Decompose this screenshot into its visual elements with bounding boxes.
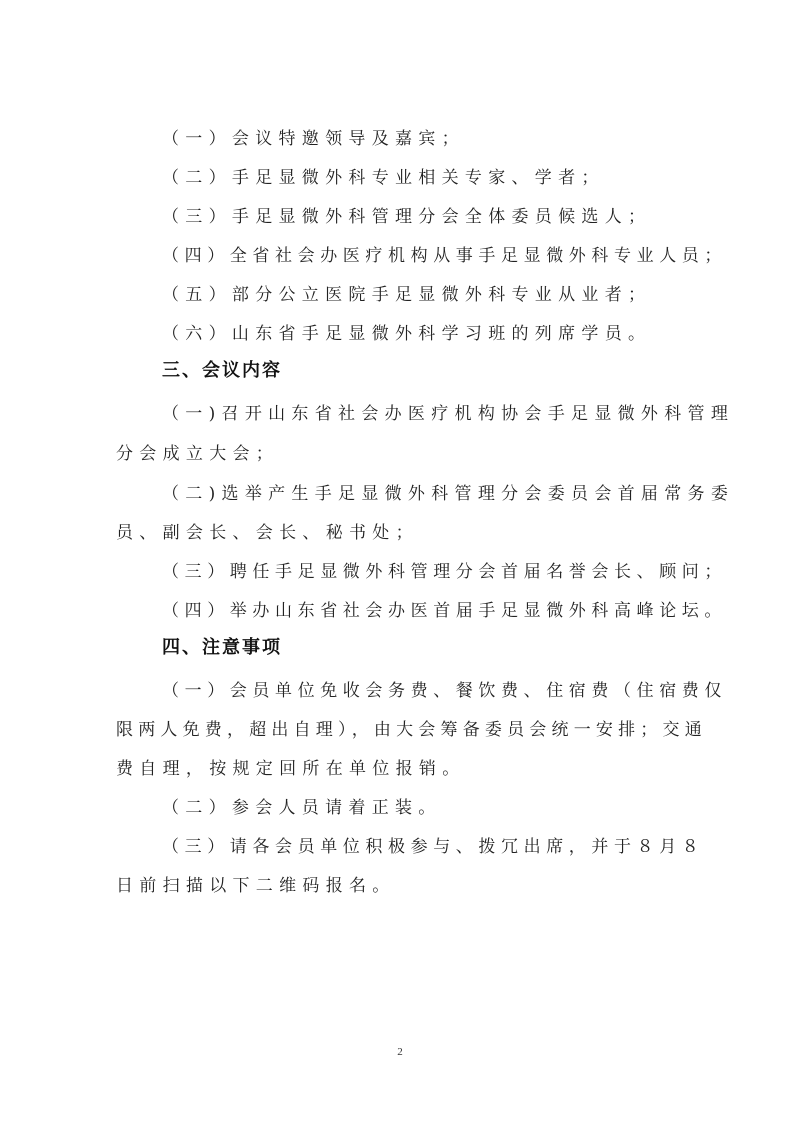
content-line: （一)召开山东省社会办医疗机构协会手足显微外科管理 [162, 404, 735, 424]
section-heading-content: 三、会议内容 [162, 360, 282, 381]
content-line: 员、副会长、会长、秘书处； [116, 523, 419, 543]
attendee-item: （二）手足显微外科专业相关专家、学者； [162, 168, 605, 188]
notes-line: 日前扫描以下二维码报名。 [116, 876, 396, 896]
notes-line: （三）请各会员单位积极参与、拨冗出席，并于８月８ [162, 837, 705, 857]
notes-line: （二）参会人员请着正装。 [162, 798, 442, 818]
content-line: （四）举办山东省社会办医首届手足显微外科高峰论坛。 [162, 601, 727, 621]
notes-line: （一）会员单位免收会务费、餐饮费、住宿费（住宿费仅 [162, 681, 727, 701]
content-line: （二)选举产生手足显微外科管理分会委员会首届常务委 [162, 484, 735, 504]
attendee-item: （一）会议特邀领导及嘉宾； [162, 129, 465, 149]
content-line: 分会成立大会； [116, 444, 280, 464]
section-heading-notes: 四、注意事项 [162, 637, 282, 658]
page-number: 2 [397, 1046, 403, 1058]
notes-line: 费自理，按规定回所在单位报销。 [116, 759, 466, 779]
attendee-item: （五）部分公立医院手足显微外科专业从业者； [162, 285, 652, 305]
content-line: （三）聘任手足显微外科管理分会首届名誉会长、顾问； [162, 562, 727, 582]
attendee-item: （四）全省社会办医疗机构从事手足显微外科专业人员； [162, 246, 727, 266]
attendee-item: （三）手足显微外科管理分会全体委员候选人； [162, 207, 652, 227]
attendee-item: （六）山东省手足显微外科学习班的列席学员。 [162, 324, 652, 344]
notes-line: 限两人免费，超出自理），由大会筹备委员会统一安排；交通 [116, 720, 707, 740]
